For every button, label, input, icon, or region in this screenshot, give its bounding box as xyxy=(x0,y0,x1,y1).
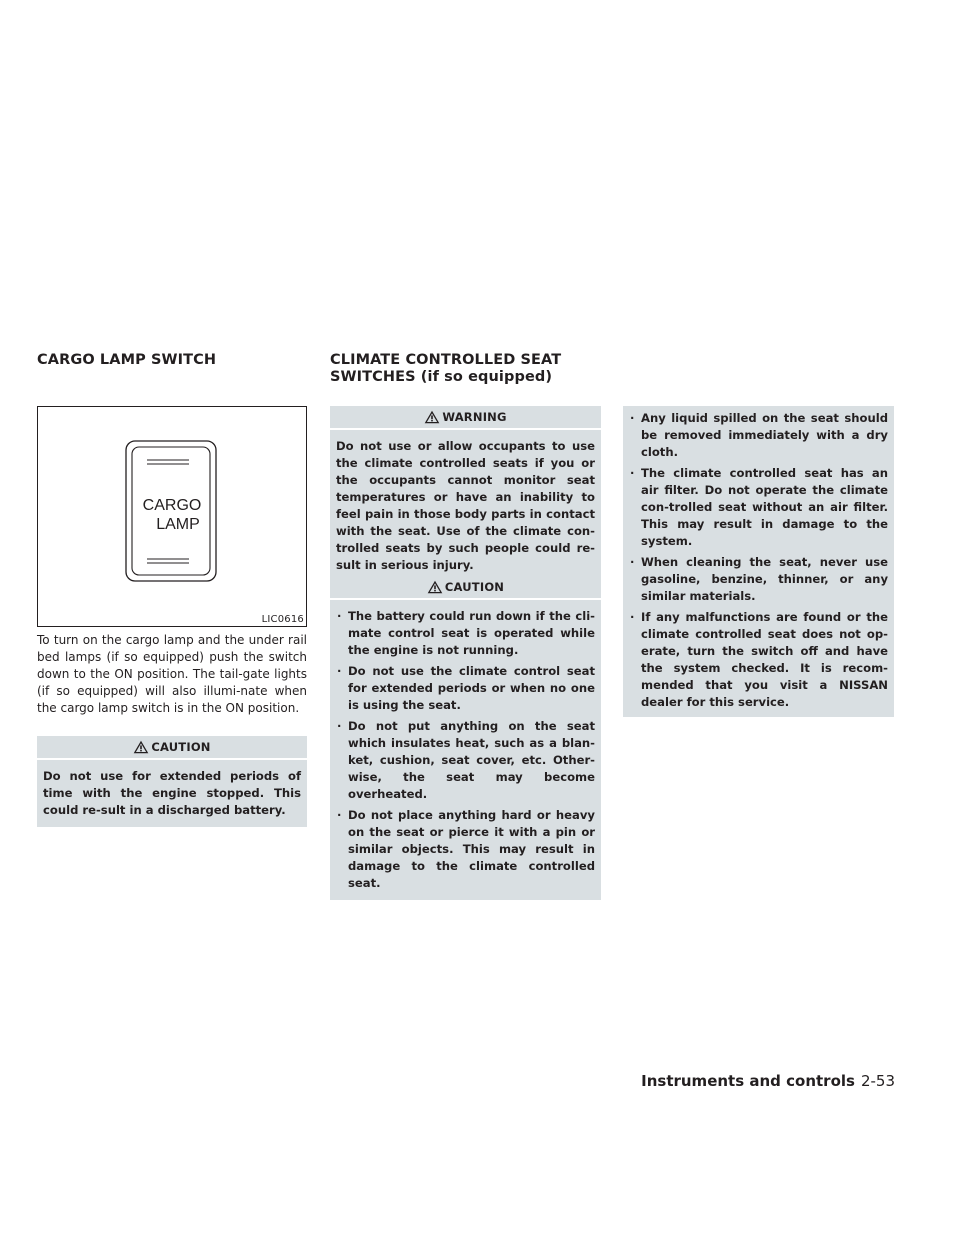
section-title-cargo-lamp-switch: CARGO LAMP SWITCH xyxy=(37,352,217,368)
cargo-lamp-switch-figure xyxy=(37,406,307,627)
page-footer xyxy=(641,1072,895,1090)
section-title-climate-seat-switches: CLIMATE CONTROLLED SEAT SWITCHES (if so equipped) xyxy=(330,352,562,385)
warning-heading xyxy=(330,406,601,430)
list-item: · The battery could run down if the cli-mate control seat is operated while the engine is not running. xyxy=(337,609,595,657)
footer-section-name: Instruments and controls xyxy=(641,1072,855,1090)
warning-triangle-icon xyxy=(133,740,149,754)
warning-text: Do not use or allow occupants to use the climate controlled seats if you or the occupants cannot monitor seat temperatures or have an inability to feel pain in those body parts in contact with the seat. Use of the climate con-trolled seats by such people could re-sult in serious injury. xyxy=(336,439,595,572)
list-item: · The climate controlled seat has an air filter. Do not operate the climate con-trolled seat without an air filter. This may result in damage to the system. xyxy=(630,466,888,548)
caution-list xyxy=(336,608,595,892)
switch-label-line-2: LAMP xyxy=(156,516,200,533)
warning-triangle-icon xyxy=(427,580,443,594)
list-item: · Any liquid spilled on the seat should be removed immediately with a dry cloth. xyxy=(630,411,888,459)
caution-box-climate-seats xyxy=(330,576,601,900)
caution-heading-label: CAUTION xyxy=(151,739,211,754)
warning-box-climate-seats xyxy=(330,406,601,582)
list-item: · Do not place anything hard or heavy on the seat or pierce it with a pin or similar objects. This may result in damage to the climate controlled seat. xyxy=(337,808,595,890)
cargo-lamp-switch-illustration xyxy=(38,407,306,626)
caution-box-continued xyxy=(623,406,894,717)
caution-box-cargo xyxy=(37,736,307,827)
caution-heading xyxy=(330,576,601,600)
cargo-lamp-instructions: To turn on the cargo lamp and the under rail bed lamps (if so equipped) push the switch down to the ON position. The tail-gate lights (if so equipped) will also illumi-nate when the cargo lamp switch is in the ON position. xyxy=(37,633,307,715)
list-item: · Do not put anything on the seat which insulates heat, such as a blan-ket, cushion, seat cover, etc. Other-wise, the seat may become overheated. xyxy=(337,719,595,801)
list-item: · Do not use the climate control seat for extended periods or when no one is using the seat. xyxy=(337,664,595,712)
switch-label-line-1: CARGO xyxy=(142,497,202,514)
caution-list-continued xyxy=(629,410,888,711)
list-item: · When cleaning the seat, never use gasoline, benzine, thinner, or any similar materials. xyxy=(630,555,888,603)
list-item: · If any malfunctions are found or the climate controlled seat does not op-erate, turn the switch off and have the system checked. It is recom-mended that you visit a NISSAN dealer for this service. xyxy=(630,610,888,709)
figure-code: LIC0616 xyxy=(261,614,304,625)
caution-heading-label: CAUTION xyxy=(444,579,505,594)
page-number: 2-53 xyxy=(860,1072,895,1090)
caution-text: Do not use for extended periods of time with the engine stopped. This could re-sult in a discharged battery. xyxy=(43,769,301,817)
caution-heading xyxy=(37,736,307,760)
warning-heading-label: WARNING xyxy=(442,409,507,424)
warning-triangle-icon xyxy=(424,410,440,424)
